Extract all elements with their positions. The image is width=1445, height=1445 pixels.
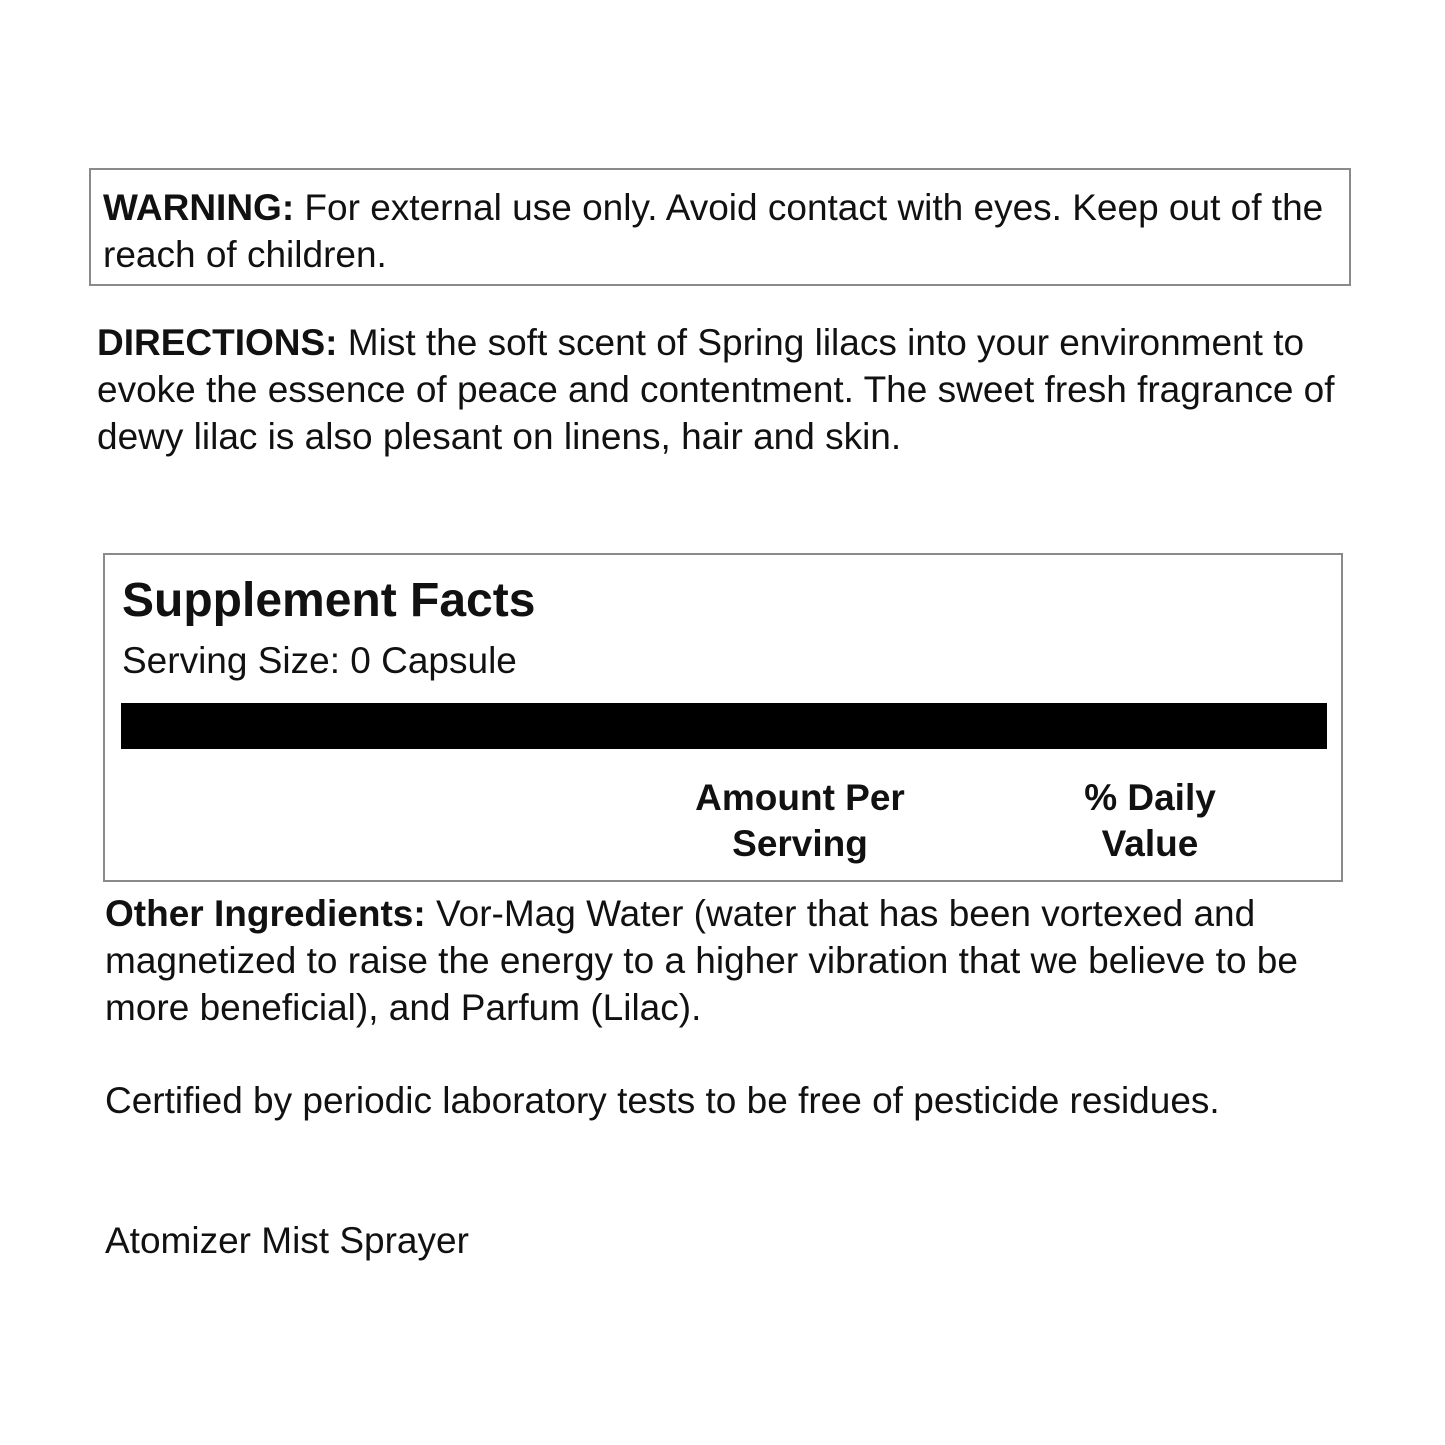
directions-section (97, 319, 1337, 460)
sprayer-text: Atomizer Mist Sprayer (105, 1220, 469, 1261)
other-ingredients-section (105, 890, 1365, 1031)
serving-size: Serving Size: 0 Capsule (122, 640, 517, 681)
warning-text: For external use only. Avoid contact with eyes. Keep out of the reach of children. (103, 187, 1324, 275)
daily-header-line1: % Daily (1084, 777, 1216, 818)
daily-header-line2: Value (1101, 823, 1199, 864)
amount-per-serving-header (660, 775, 940, 867)
warning-box (89, 168, 1351, 286)
directions-paragraph (97, 319, 1337, 460)
warning-label: WARNING: (103, 187, 295, 228)
other-ingredients-paragraph (105, 890, 1365, 1031)
daily-value-header (1040, 775, 1260, 867)
other-ingredients-label: Other Ingredients: (105, 893, 426, 934)
supplement-facts-panel (103, 553, 1343, 882)
facts-divider-bar (121, 703, 1327, 749)
amount-header-line2: Serving (732, 823, 868, 864)
directions-label: DIRECTIONS: (97, 322, 338, 363)
supplement-facts-title: Supplement Facts (122, 574, 536, 627)
certification-text: Certified by periodic laboratory tests to be free of pesticide residues. (105, 1080, 1220, 1121)
certification-section (105, 1077, 1345, 1124)
amount-header-line1: Amount Per (695, 777, 905, 818)
directions-text: Mist the soft scent of Spring lilacs into your environment to evoke the essence of peace and contentment. The sweet fresh fragrance of dewy lilac is also plesant on linens, hair and skin. (97, 322, 1335, 457)
other-ingredients-text: Vor-Mag Water (water that has been vortexed and magnetized to raise the energy to a higher vibration that we believe to be more beneficial), and Parfum (Lilac). (105, 893, 1298, 1028)
sprayer-section (105, 1217, 1105, 1264)
warning-paragraph (103, 184, 1333, 278)
